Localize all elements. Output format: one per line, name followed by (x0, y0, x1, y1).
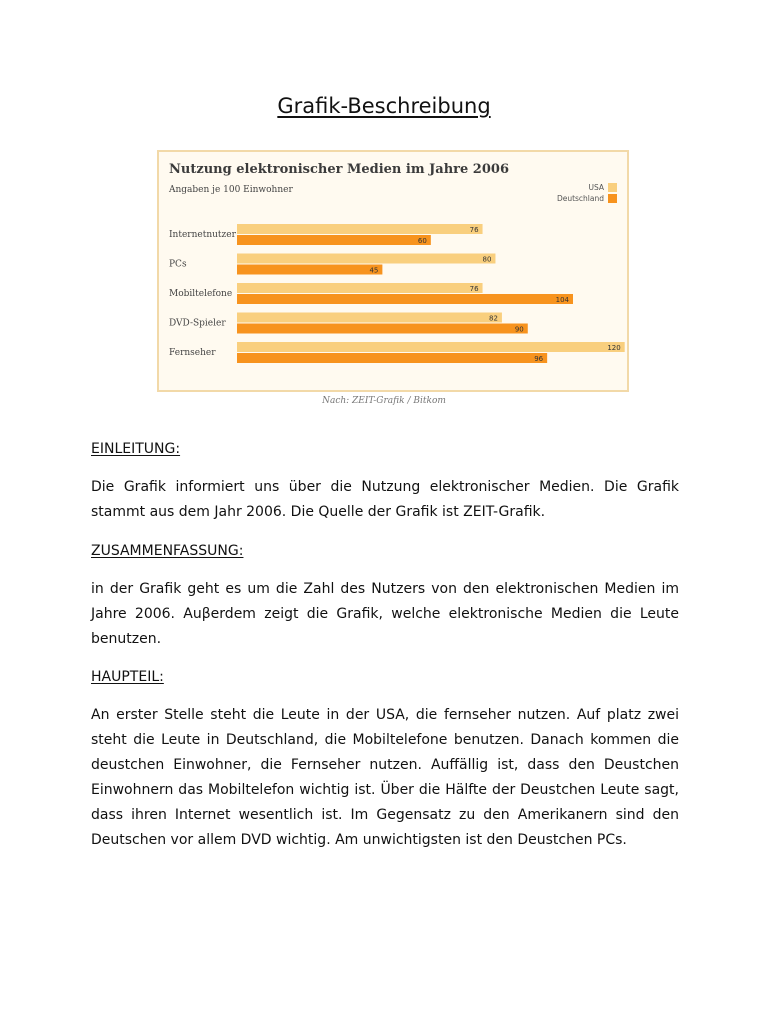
section-text-haupteil: An erster Stelle steht die Leute in der USA, die fernseher nutzen. Auf platz zwei steht die Leute in Deutschland, die Mobiltelefone benutzen. Danach kommen die deustchen Einwohner, die Fernseher nutzen. Auffällig ist, dass den Deustchen Einwohnern das Mobiltelefon wichtig ist. Über die Hälfte der Deustchen Leute sagt, dass ihren Internet wesentlich ist. Im Gegensatz zu den Amerikanern sind den Deutschen vor allem DVD wichtig. Am unwichtigsten ist den Deustchen PCs. (91, 707, 679, 848)
legend-label-usa: USA (588, 183, 604, 192)
data-label: 104 (555, 296, 569, 304)
bar-usa (237, 342, 625, 352)
legend-label-deutschland: Deutschland (556, 194, 604, 203)
category-label: Fernseher (169, 348, 216, 358)
bar-deutschland (237, 294, 573, 304)
category-label: PCs (169, 259, 187, 270)
bar-usa (237, 224, 483, 234)
data-label: 120 (607, 344, 621, 352)
chart-subtitle: Angaben je 100 Einwohner (169, 185, 293, 195)
bar-deutschland (237, 235, 431, 245)
bar-usa (237, 254, 495, 264)
chart-plot (159, 152, 627, 390)
chart-figure (157, 150, 629, 392)
category-label: Internetnutzer (169, 230, 236, 240)
data-label: 82 (489, 314, 498, 323)
chart-source: Nach: ZEIT-Grafik / Bitkom (322, 396, 446, 406)
category-label: Mobiltelefone (169, 289, 233, 299)
data-label: 96 (534, 355, 544, 363)
section-heading-haupteil: HAUPTEIL: (91, 669, 164, 685)
section-text-zusammenfassung: in der Grafik geht es um die Zahl des Nutzers von den elektronischen Medien im Jahre 2006. Auβerdem zeigt die Grafik, welche elektronische Medien die Leute benutzen. (91, 581, 679, 647)
data-label: 60 (417, 237, 427, 245)
data-label: 76 (469, 226, 479, 234)
bar-deutschland (237, 324, 528, 334)
section-heading-zusammenfassung: ZUSAMMENFASSUNG: (91, 543, 244, 559)
data-label: 80 (482, 255, 492, 264)
data-label: 45 (369, 266, 379, 275)
chart-title: Nutzung elektronischer Medien im Jahre 2006 (169, 162, 509, 177)
category-label: DVD-Spieler (169, 318, 226, 329)
bar-usa (237, 283, 483, 293)
bar-deutschland (237, 265, 382, 275)
data-label: 90 (514, 325, 524, 334)
data-label: 76 (469, 285, 479, 293)
section-heading-einleitung: EINLEITUNG: (91, 441, 181, 457)
section-text-einleitung: Die Grafik informiert uns über die Nutzung elektronischer Medien. Die Grafik stammt aus dem Jahr 2006. Die Quelle der Grafik ist ZEIT-Grafik. (91, 479, 679, 520)
document-title: Grafik-Beschreibung (277, 94, 491, 118)
bar-deutschland (237, 353, 547, 363)
bar-usa (237, 313, 502, 323)
